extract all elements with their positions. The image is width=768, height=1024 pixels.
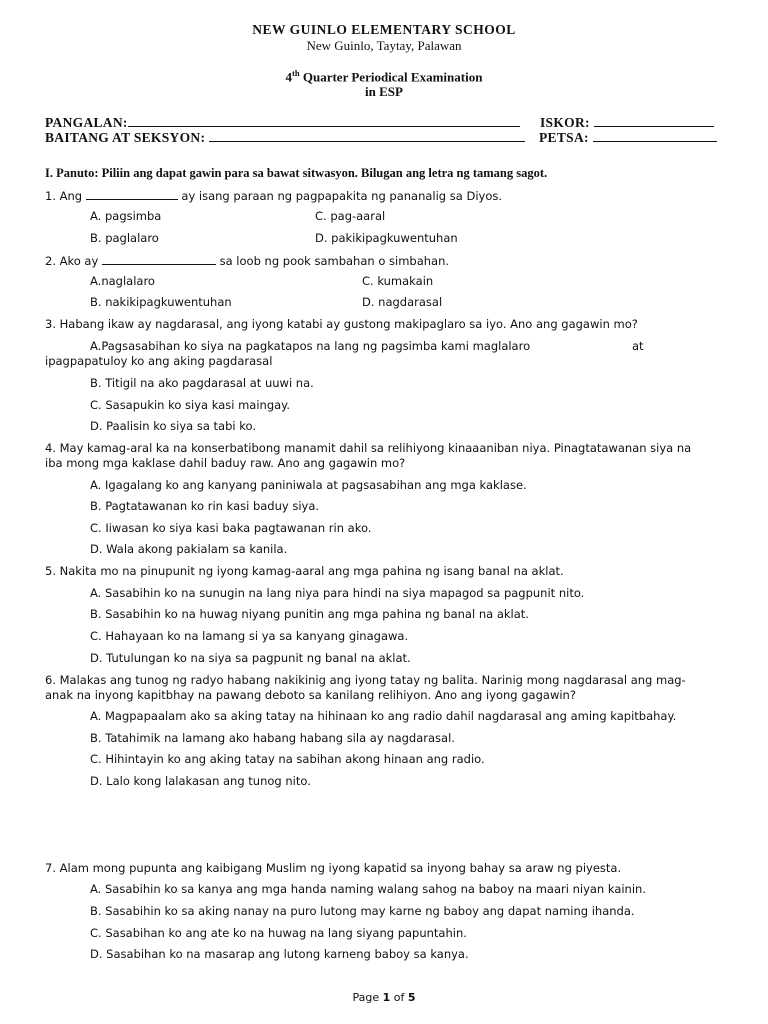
q5-option-b[interactable]: B. Sasabihin ko na huwag niyang punitin ang mga pahina ng banal na aklat. [90, 607, 529, 621]
exam-title-text: Quarter Periodical Examination [299, 69, 483, 85]
q5-option-c[interactable]: C. Hahayaan ko na lamang si ya sa kanyang ginagawa. [90, 629, 409, 643]
q4-option-a[interactable]: A. Igagalang ko ang kanyang paniniwala at pagsasabihan ang mga kaklase. [90, 478, 527, 492]
q2-option-d[interactable]: D. nagdarasal [362, 295, 443, 309]
date-label: PETSA: [539, 130, 589, 145]
q4-option-c[interactable]: C. Iiwasan ko siya kasi baka pagtawanan rin ako. [90, 521, 372, 535]
school-name: NEW GUINLO ELEMENTARY SCHOOL [252, 22, 516, 37]
q4-option-d[interactable]: D. Wala akong pakialam sa kanila. [90, 542, 288, 556]
page-total: 5 [407, 991, 416, 1004]
question-7: 7. Alam mong pupunta ang kaibigang Muslim ng iyong kapatid sa inyong bahay sa araw ng piyesta. [45, 861, 622, 875]
q1-option-c[interactable]: C. pag-aaral [315, 209, 386, 223]
grade-section-label: BAITANG AT SEKSYON: [45, 130, 206, 145]
q5-option-d[interactable]: D. Tutulungan ko na siya sa pagpunit ng banal na aklat. [90, 651, 411, 665]
q3-option-b[interactable]: B. Titigil na ako pagdarasal at uuwi na. [90, 376, 314, 390]
q7-option-b[interactable]: B. Sasabihin ko sa aking nanay na puro lutong may karne ng baboy ang dapat naming ihanda. [90, 904, 635, 918]
page-number [0, 991, 768, 1004]
question-3: 3. Habang ikaw ay nagdarasal, ang iyong katabi ay gustong makipaglaro sa iyo. Ano ang gagawin mo? [45, 317, 638, 331]
question-4: 4. May kamag-aral ka na konserbatibong manamit dahil sa relihiyong kinaaaniban niya. Pinagtatawanan siya na [45, 441, 692, 455]
q2-option-b[interactable]: B. nakikipagkuwentuhan [90, 295, 232, 309]
exam-title [0, 68, 768, 85]
question-2-lead: 2. Ako ay [45, 254, 99, 268]
q7-option-a[interactable]: A. Sasabihin ko sa kanya ang mga handa naming walang sahog na baboy na maari niyan kainin. [90, 882, 646, 896]
q3-option-a-cont: ipagpapatuloy ko ang aking pagdarasal [45, 354, 273, 368]
quarter-suffix: th [292, 68, 300, 78]
question-1-rest: ay isang paraan ng pagpapakita ng pananalig sa Diyos. [181, 189, 502, 203]
q6-option-c[interactable]: C. Hihintayin ko ang aking tatay na sabihan akong hinaan ang radio. [90, 752, 485, 766]
q3-option-a-conj: at [632, 339, 644, 353]
question-2-rest: sa loob ng pook sambahan o simbahan. [219, 254, 450, 268]
quarter-number: 4 [285, 69, 293, 85]
q4-option-b[interactable]: B. Pagtatawanan ko rin kasi baduy siya. [90, 499, 320, 513]
q6-option-a[interactable]: A. Magpapaalam ako sa aking tatay na hihinaan ko ang radio dahil nagdarasal ang aming kapitbahay. [90, 709, 677, 723]
q6-option-b[interactable]: B. Tatahimik na lamang ako habang habang sila ay nagdarasal. [90, 731, 455, 745]
question-2 [45, 253, 449, 268]
page-current: 1 [382, 991, 391, 1004]
q3-option-a[interactable]: A.Pagsasabihan ko siya na pagkatapos na lang ng pagsimba kami maglalaro [90, 339, 531, 353]
date-field[interactable] [539, 129, 717, 146]
page-of-label: of [393, 991, 405, 1004]
q1-option-a[interactable]: A. pagsimba [90, 209, 162, 223]
question-6-cont: anak na inyong kapitbhay na pawang deboto sa kanilang relihiyon. Ano ang iyong gagawin? [45, 688, 576, 702]
question-5: 5. Nakita mo na pinupunit ng iyong kamag-aaral ang mga pahina ng isang banal na aklat. [45, 564, 564, 578]
q3-option-c[interactable]: C. Sasapukin ko siya kasi maingay. [90, 398, 290, 412]
page-label: Page [352, 991, 380, 1004]
score-label: ISKOR: [540, 115, 590, 130]
school-address: New Guinlo, Taytay, Palawan [306, 38, 462, 53]
q5-option-a[interactable]: A. Sasabihin ko na sunugin na lang niya para hindi na siya mapagod sa pagpunit nito. [90, 586, 585, 600]
question-1 [45, 188, 502, 203]
score-line[interactable] [594, 114, 714, 127]
q2-option-a[interactable]: A.naglalaro [90, 274, 155, 288]
q7-option-c[interactable]: C. Sasabihan ko ang ate ko na huwag na lang siyang papuntahin. [90, 926, 467, 940]
q1-option-d[interactable]: D. pakikipagkuwentuhan [315, 231, 458, 245]
question-4-cont: iba mong mga kaklase dahil baduy raw. Ano ang gagawin mo? [45, 456, 406, 470]
grade-section-field[interactable] [45, 129, 525, 146]
instructions: I. Panuto: Piliin ang dapat gawin para sa bawat sitwasyon. Bilugan ang letra ng tamang sagot. [45, 166, 548, 180]
grade-section-line[interactable] [209, 129, 525, 142]
name-line[interactable] [128, 114, 520, 127]
question-2-blank [102, 253, 216, 265]
q7-option-d[interactable]: D. Sasabihan ko na masarap ang lutong karneng baboy sa kanya. [90, 947, 469, 961]
date-line[interactable] [593, 129, 717, 142]
question-1-lead: 1. Ang [45, 189, 83, 203]
name-label: PANGALAN: [45, 115, 128, 130]
q6-option-d[interactable]: D. Lalo kong lalakasan ang tunog nito. [90, 774, 311, 788]
question-6: 6. Malakas ang tunog ng radyo habang nakikinig ang iyong tatay ng balita. Narinig mong nagdarasal ang mag- [45, 673, 686, 687]
question-1-blank [86, 188, 178, 200]
q1-option-b[interactable]: B. paglalaro [90, 231, 159, 245]
q2-option-c[interactable]: C. kumakain [362, 274, 434, 288]
exam-subject: in ESP [365, 84, 403, 99]
q3-option-d[interactable]: D. Paalisin ko siya sa tabi ko. [90, 419, 256, 433]
